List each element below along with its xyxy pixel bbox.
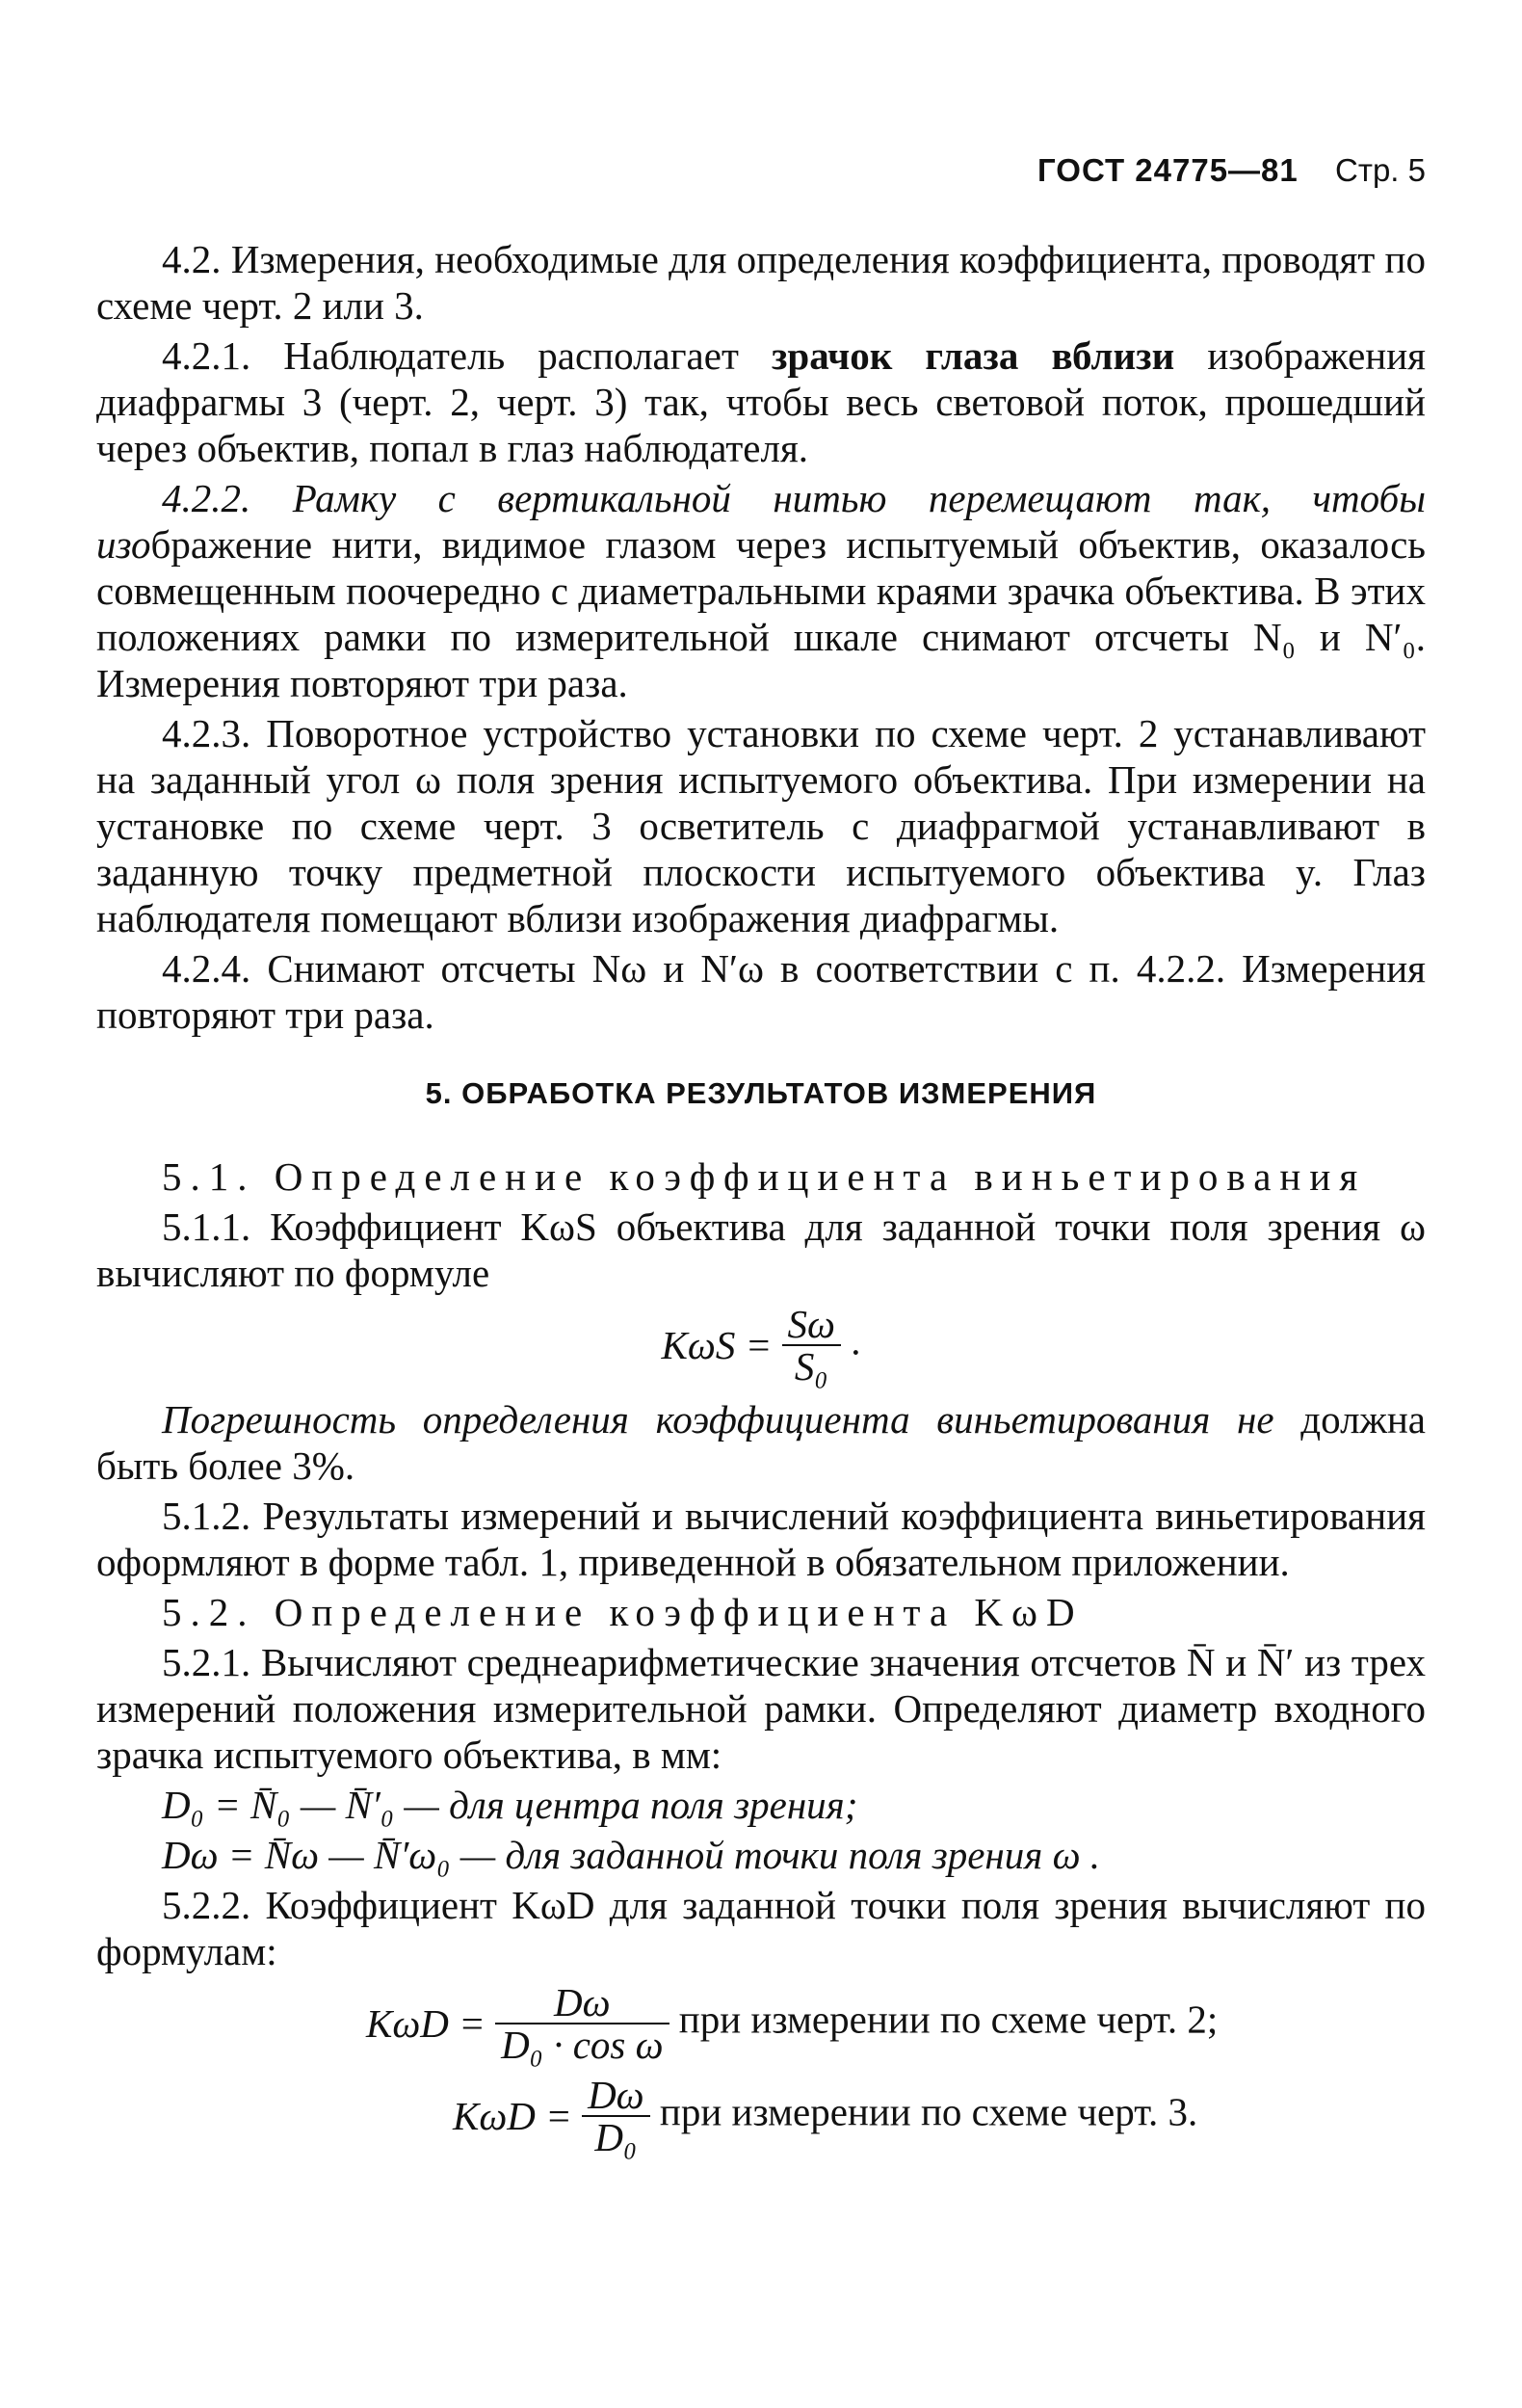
formula-kws-denominator: S₀ [794, 1344, 828, 1389]
paragraph-5-2-2: 5.2.2. Коэффициент KωD для заданной точки поля зрения вычисляют по формулам: [96, 1883, 1426, 1973]
equation-d0: D₀ = N̄₀ — N̄′₀ — для центра поля зрения; [162, 1783, 858, 1827]
paragraph-4-2-1 [96, 332, 1426, 471]
formula-kwd2-tail: при измерении по схеме черт. 2; [678, 1997, 1219, 2042]
paragraph-4-2-1-bold: зрачок глаза вблизи [771, 333, 1175, 378]
page-header [1037, 152, 1426, 190]
paragraph-5-2-1: 5.2.1. Вычисляют среднеарифметические значения отсчетов N̄ и N̄′ из трех измерений положения измерительной рамки. Определяют диаметр входного зрачка испытуемого объектива, в мм: [96, 1640, 1426, 1777]
paragraph-5-1-1: 5.1.1. Коэффициент KωS объектива для заданной точки поля зрения ω вычисляют по формуле [96, 1204, 1426, 1295]
paragraph-error-italic: Погрешность определения коэффициента виньетирования не [162, 1397, 1274, 1442]
formula-kwd2-numerator: Dω [495, 1982, 669, 2024]
formula-kws-fraction [782, 1304, 841, 1387]
paragraph-error-note [96, 1396, 1426, 1489]
paragraph-5-1-2: 5.1.2. Результаты измерений и вычислений коэффициента виньетирования оформляют в форме табл. 1, приведенной в обязательном приложении. [96, 1494, 1426, 1584]
formula-kws [96, 1304, 1426, 1387]
formula-kwd3-fraction [582, 2075, 650, 2157]
formula-kws-numerator: Sω [782, 1304, 841, 1346]
formula-kwd3-numerator: Dω [582, 2075, 650, 2117]
paragraph-5-1: 5.1. Определение коэффициента виньетирования [162, 1154, 1367, 1199]
paragraph-4-2-1-start: 4.2.1. Наблюдатель располагает [162, 333, 772, 378]
section-5-heading: 5. ОБРАБОТКА РЕЗУЛЬТАТОВ ИЗМЕРЕНИЯ [425, 1076, 1097, 1110]
formula-kwd3-lhs: KωD = [453, 2094, 572, 2138]
paragraph-4-2-1-end: изображения диафрагмы 3 (черт. 2, черт. 3) так, чтобы весь световой поток, прошедший через объектив, попал в глаз наблюдателя. [96, 333, 1427, 470]
equation-dw: Dω = N̄ω — N̄′ω₀ — для заданной точки поля зрения ω . [162, 1833, 1101, 1877]
formula-kwd2-denominator: D₀ · cos ω [501, 2023, 664, 2067]
formula-kws-lhs: KωS = [661, 1323, 773, 1367]
paragraph-error-rest: должна быть более 3%. [96, 1397, 1426, 1488]
formula-kwd2-lhs: KωD = [366, 2001, 485, 2046]
paragraph-5-2: 5.2. Определение коэффициента KωD [162, 1590, 1084, 1634]
paragraph-4-2-2 [96, 475, 1426, 706]
paragraph-4-2-2-rest: бражение нити, видимое глазом через испытуемый объектив, оказалось совмещенным поочередно с диаметральными краями зрачка объектива. В этих положениях рамки по измерительной шкале снимают отсчеты N₀ и N′₀. Измерения повторяют три раза. [96, 522, 1426, 705]
formula-kwd3-denominator: D₀ [594, 2115, 638, 2159]
standard-number: ГОСТ 24775—81 [1037, 152, 1299, 188]
formula-kws-tail: . [851, 1318, 861, 1363]
document-body [96, 236, 1426, 2167]
paragraph-4-2-3: 4.2.3. Поворотное устройство установки по схеме черт. 2 устанавливают на заданный угол ω поля зрения испытуемого объектива. При измерении на установке по схеме черт. 3 осветитель с диафрагмой устанавливают в заданную точку предметной плоскости испытуемого объектива y. Глаз наблюдателя помещают вблизи изображения диафрагмы. [96, 711, 1426, 940]
page-number: Стр. 5 [1335, 152, 1426, 188]
paragraph-4-2-4: 4.2.4. Снимают отсчеты Nω и N′ω в соответствии с п. 4.2.2. Измерения повторяют три раза. [96, 946, 1426, 1037]
formula-kwd2-fraction [495, 1982, 669, 2065]
formula-kwd-scheme-3 [453, 2075, 1426, 2157]
formula-kwd3-tail: при измерении по схеме черт. 3. [659, 2089, 1198, 2134]
paragraph-4-2: 4.2. Измерения, необходимые для определения коэффициента, проводят по схеме черт. 2 или 3. [96, 237, 1426, 328]
formula-kwd-scheme-2 [366, 1982, 1426, 2065]
paragraph-4-2-2-italic: 4.2.2. Рамку с вертикальной нитью перемещают так, чтобы изо [96, 476, 1426, 567]
